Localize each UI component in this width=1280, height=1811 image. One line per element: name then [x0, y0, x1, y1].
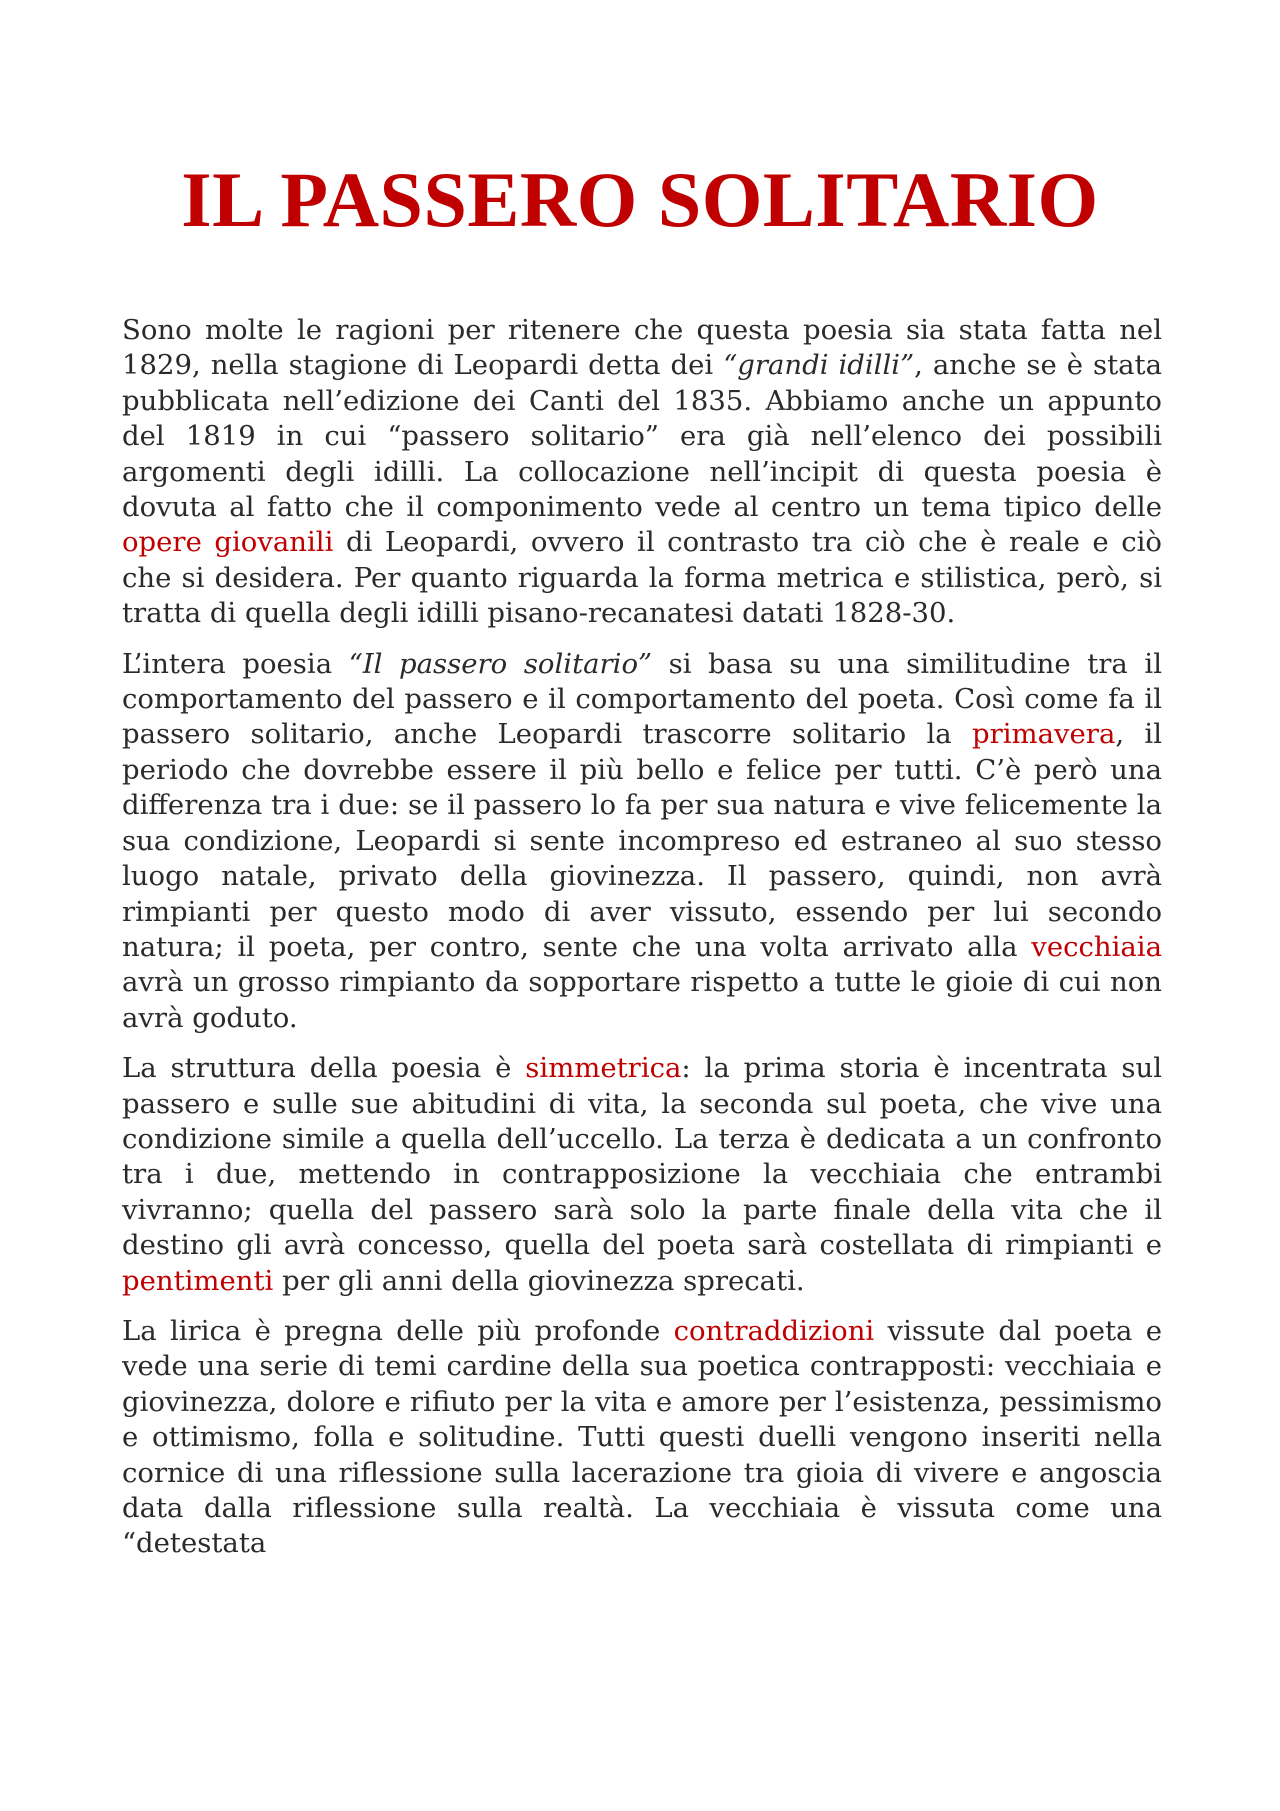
- highlighted-term: vecchiaia: [1031, 930, 1162, 963]
- document-body: [122, 313, 1162, 1577]
- text-run: vissute dal poeta e vede una serie di temi cardine della sua poetica contrapposti: vecchiaia e giovinezza, dolore e rifiuto per la vita e amore per l’esistenza, pessimismo e ottimismo, folla e solitudine. Tutti questi duelli vengono inseriti nella cornice di una riflessione sulla lacerazione tra gioia di vivere e angoscia data dalla riflessione sulla realtà. La vecchiaia è vissuta come una “detestata: [122, 1314, 1162, 1560]
- highlighted-term: opere giovanili: [122, 526, 334, 559]
- italic-quote: “Il passero solitario”: [348, 647, 653, 680]
- text-run: La lirica è pregna delle più profonde: [122, 1314, 674, 1347]
- highlighted-term: primavera: [971, 718, 1116, 751]
- paragraph: [122, 1051, 1162, 1299]
- highlighted-term: simmetrica: [525, 1052, 682, 1085]
- text-run: : la prima storia è incentrata sul passero e sulle sue abitudini di vita, la seconda sul poeta, che vive una condizione simile a quella dell’uccello. La terza è dedicata a un confronto tra i due, mettendo in contrapposizione la vecchiaia che entrambi vivranno; quella del passero sarà solo la parte finale della vita che il destino gli avrà concesso, quella del poeta sarà costellata di rimpianti e: [122, 1052, 1162, 1262]
- paragraph: [122, 1314, 1162, 1562]
- italic-quote: “grandi idilli”: [723, 349, 915, 382]
- paragraph: [122, 647, 1162, 1036]
- text-run: di Leopardi, ovvero il contrasto tra ciò che è reale e ciò che si desidera. Per quanto riguarda la forma metrica e stilistica, però, si tratta di quella degli idilli pisano-recanatesi datati 1828-30.: [122, 526, 1162, 630]
- highlighted-term: pentimenti: [122, 1264, 274, 1297]
- text-run: L’intera poesia: [122, 647, 349, 680]
- document-title: IL PASSERO SOLITARIO: [181, 156, 1099, 243]
- paragraph: [122, 313, 1162, 632]
- text-run: avrà un grosso rimpianto da sopportare rispetto a tutte le gioie di cui non avrà goduto.: [122, 966, 1162, 1034]
- text-run: si basa su una similitudine tra il comportamento del passero e il comportamento del poeta. Così come fa il passero solitario, anche Leopardi trascorre solitario la: [122, 647, 1162, 751]
- text-run: , il periodo che dovrebbe essere il più bello e felice per tutti. C’è però una differenza tra i due: se il passero lo fa per sua natura e vive felicemente la sua condizione, Leopardi si sente incompreso ed estraneo al suo stesso luogo natale, privato della giovinezza. Il passero, quindi, non avrà rimpianti per questo modo di aver vissuto, essendo per lui secondo natura; il poeta, per contro, sente che una volta arrivato alla: [122, 718, 1162, 963]
- text-run: , anche se è stata pubblicata nell’edizione dei Canti del 1835. Abbiamo anche un appunto del 1819 in cui “passero solitario” era già nell’elenco dei possibili argomenti degli idilli. La collocazione nell’incipit di questa poesia è dovuta al fatto che il componimento vede al centro un tema tipico delle: [122, 349, 1162, 524]
- text-run: Sono molte le ragioni per ritenere che questa poesia sia stata fatta nel 1829, nella stagione di Leopardi detta dei: [122, 314, 1162, 382]
- text-run: per gli anni della giovinezza sprecati.: [273, 1264, 805, 1297]
- highlighted-term: contraddizioni: [673, 1314, 875, 1347]
- text-run: La struttura della poesia è: [122, 1052, 526, 1085]
